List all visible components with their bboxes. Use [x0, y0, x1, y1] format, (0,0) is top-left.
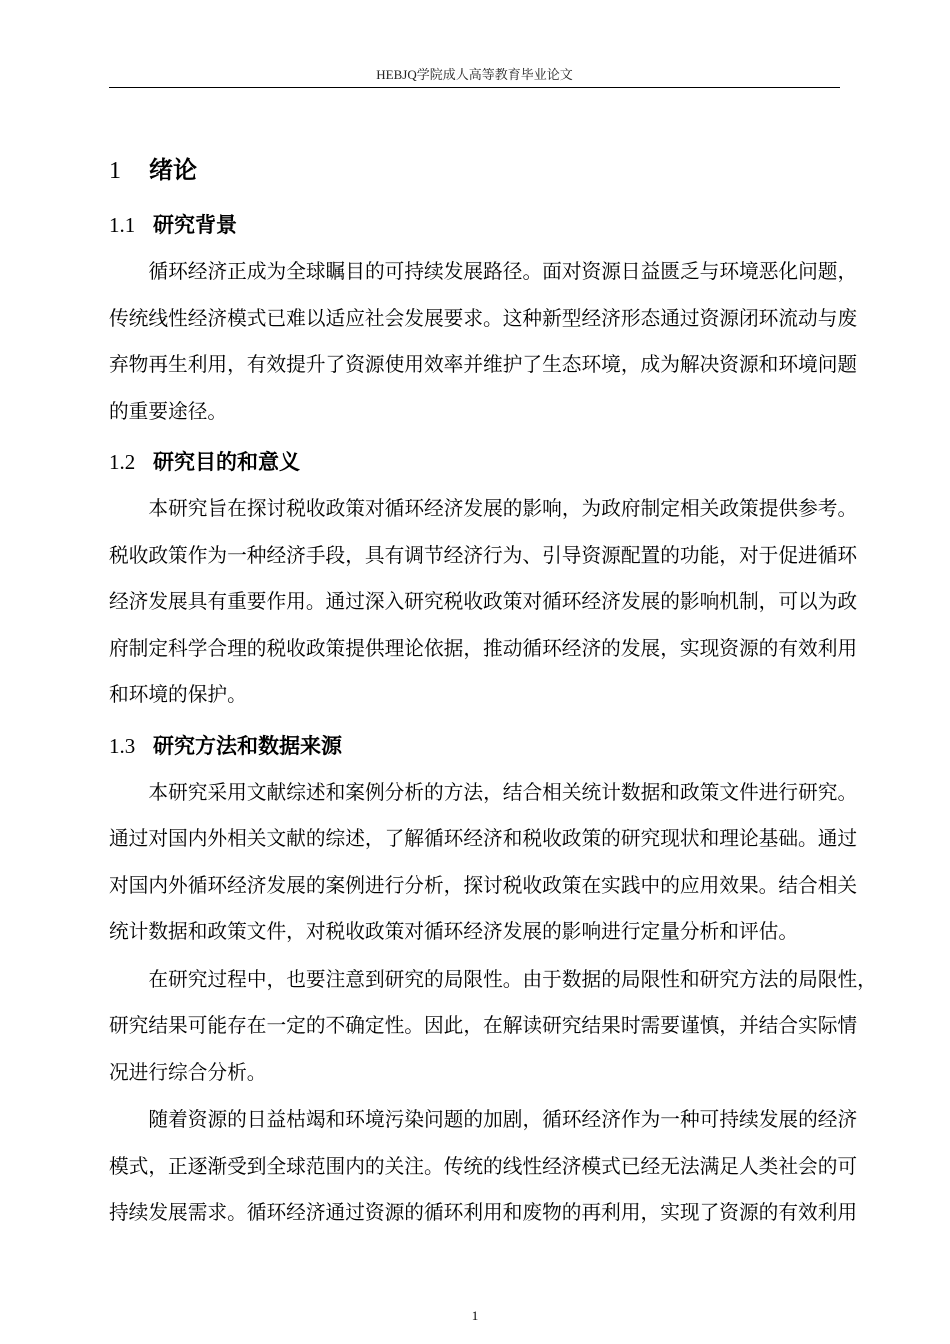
section-heading — [109, 438, 840, 486]
chapter-heading — [109, 145, 840, 198]
paragraph-line: 税收政策作为一种经济手段，具有调节经济行为、引导资源配置的功能，对于促进循环 — [109, 544, 858, 567]
header-rule — [109, 87, 840, 88]
paragraph-line: 循环经济正成为全球瞩目的可持续发展路径。面对资源日益匮乏与环境恶化问题， — [148, 261, 858, 283]
paragraph — [109, 1097, 858, 1237]
paragraph-line: 的重要途径。 — [109, 400, 228, 423]
paragraph-line: 况进行综合分析。 — [109, 1061, 267, 1084]
paragraph — [109, 957, 877, 1097]
paragraph-line: 弃物再生利用，有效提升了资源使用效率并维护了生态环境，成为解决资源和环境问题 — [109, 354, 858, 376]
paragraph-line: 通过对国内外相关文献的综述，了解循环经济和税收政策的研究现状和理论基础。通过 — [109, 828, 858, 850]
paragraph-line: 经济发展具有重要作用。通过深入研究税收政策对循环经济发展的影响机制，可以为政 — [109, 591, 858, 613]
paragraph-line: 随着资源的日益枯竭和环境污染问题的加剧，循环经济作为一种可持续发展的经济 — [148, 1109, 858, 1131]
section-number: 1.3 — [109, 733, 136, 758]
section-number: 1.1 — [109, 213, 136, 237]
paragraph — [109, 770, 858, 956]
paragraph-line: 府制定科学合理的税收政策提供理论依据，推动循环经济的发展，实现资源的有效利用 — [109, 637, 858, 660]
paragraph-line: 对国内外循环经济发展的案例进行分析，探讨税收政策在实践中的应用效果。结合相关 — [109, 874, 858, 897]
paragraph — [109, 249, 858, 435]
chapter-number: 1 — [109, 158, 121, 184]
paragraph — [109, 486, 858, 719]
paragraph-line: 本研究采用文献综述和案例分析的方法，结合相关统计数据和政策文件进行研究。 — [148, 781, 858, 804]
section-title: 研究目的和意义 — [153, 450, 300, 474]
paragraph-line: 和环境的保护。 — [109, 684, 247, 706]
paragraph-line: 研究结果可能存在一定的不确定性。因此，在解读研究结果时需要谨慎，并结合实际情 — [109, 1015, 858, 1037]
section-heading — [109, 722, 840, 770]
paragraph-line: 持续发展需求。循环经济通过资源的循环利用和废物的再利用，实现了资源的有效利用 — [109, 1202, 858, 1224]
chapter-title: 绪论 — [149, 158, 197, 184]
running-header: HEBJQ学院成人高等教育毕业论文 — [376, 67, 573, 82]
section-number: 1.2 — [109, 450, 136, 474]
section-heading — [109, 201, 840, 249]
paragraph-line: 传统线性经济模式已难以适应社会发展要求。这种新型经济形态通过资源闭环流动与废 — [109, 307, 858, 330]
section-title: 研究背景 — [153, 213, 237, 237]
section-title: 研究方法和数据来源 — [153, 733, 342, 758]
paragraph-line: 模式，正逐渐受到全球范围内的关注。传统的线性经济模式已经无法满足人类社会的可 — [109, 1155, 858, 1178]
paragraph-line: 在研究过程中，也要注意到研究的局限性。由于数据的局限性和研究方法的局限性， — [148, 968, 877, 991]
page-number: 1 — [471, 1308, 479, 1323]
paragraph-line: 本研究旨在探讨税收政策对循环经济发展的影响，为政府制定相关政策提供参考。 — [148, 498, 858, 520]
document-body — [109, 145, 877, 1237]
paragraph-line: 统计数据和政策文件，对税收政策对循环经济发展的影响进行定量分析和评估。 — [109, 921, 799, 943]
